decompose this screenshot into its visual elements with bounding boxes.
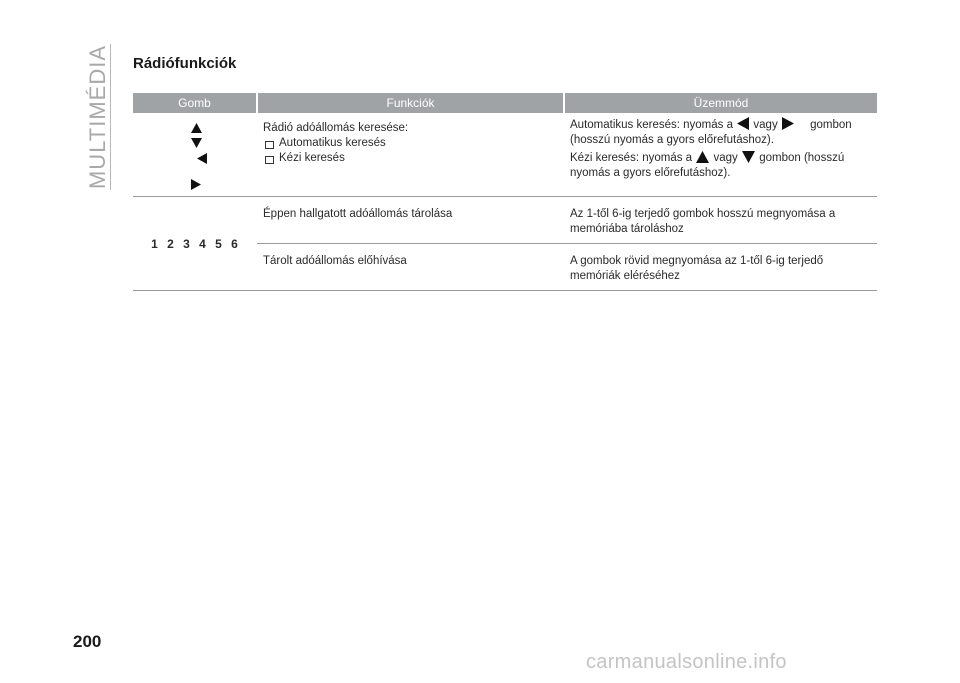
right-arrow-icon	[782, 117, 794, 130]
mode-cell-recall	[564, 244, 877, 291]
right-arrow-icon	[191, 179, 201, 190]
header-gomb: Gomb	[133, 93, 257, 113]
header-funkciok: Funkciók	[257, 93, 564, 113]
radio-functions-table	[133, 93, 877, 291]
mode-text: gombon (hosszú	[759, 152, 845, 164]
left-arrow-icon	[737, 117, 749, 130]
mode-text: gombon	[810, 119, 852, 131]
mode-manual-line2: nyomás a gyors előrefutáshoz).	[570, 167, 731, 179]
down-arrow-icon	[191, 138, 202, 148]
left-arrow-icon	[197, 153, 207, 164]
bullet-label: Kézi keresés	[279, 152, 345, 164]
up-arrow-icon	[191, 123, 202, 133]
button-cell-numbers: 1 2 3 4 5 6	[133, 197, 257, 291]
mode-manual-line1	[570, 151, 873, 166]
function-cell-recall: Tárolt adóállomás előhívása	[257, 244, 564, 291]
mode-cell-store	[564, 197, 877, 244]
function-intro: Rádió adóállomás keresése:	[263, 122, 409, 134]
table-row	[133, 197, 877, 244]
up-arrow-icon	[696, 151, 709, 163]
mode-text: vagy	[713, 152, 738, 164]
mode-text: vagy	[753, 119, 778, 131]
mode-text: memóriába tároláshoz	[570, 223, 684, 235]
bullet-square-icon	[265, 141, 274, 149]
down-arrow-icon	[742, 151, 755, 163]
mode-text: Az 1-től 6-ig terjedő gombok hosszú megnyomása a	[570, 208, 836, 220]
side-tab-divider	[110, 44, 111, 190]
mode-text: Kézi keresés: nyomás a	[570, 152, 693, 164]
mode-text: A gombok rövid megnyomása az 1-től 6-ig terjedő	[570, 255, 824, 267]
header-uzemmod: Üzemmód	[564, 93, 877, 113]
section-title: Rádiófunkciók	[133, 55, 237, 72]
mode-cell-search	[564, 113, 877, 197]
mode-text: memóriák eléréséhez	[570, 270, 680, 282]
function-cell-store: Éppen hallgatott adóállomás tárolása	[257, 197, 564, 244]
mode-text: Automatikus keresés: nyomás a	[570, 119, 733, 131]
bullet-label: Automatikus keresés	[279, 137, 386, 149]
side-tab-label: MULTIMÉDIA	[85, 44, 111, 190]
list-item	[263, 151, 560, 166]
list-item	[263, 136, 560, 151]
table-header-row	[133, 93, 877, 113]
mode-auto-line1	[570, 117, 873, 133]
table-row	[133, 113, 877, 197]
section-side-tab	[84, 44, 112, 190]
page-number: 200	[73, 632, 102, 651]
button-cell-arrows	[133, 113, 257, 197]
watermark-text: carmanualsonline.info	[586, 651, 787, 673]
function-cell-search	[257, 113, 564, 197]
mode-auto-line2: (hosszú nyomás a gyors előrefutáshoz).	[570, 134, 774, 146]
bullet-square-icon	[265, 156, 274, 164]
